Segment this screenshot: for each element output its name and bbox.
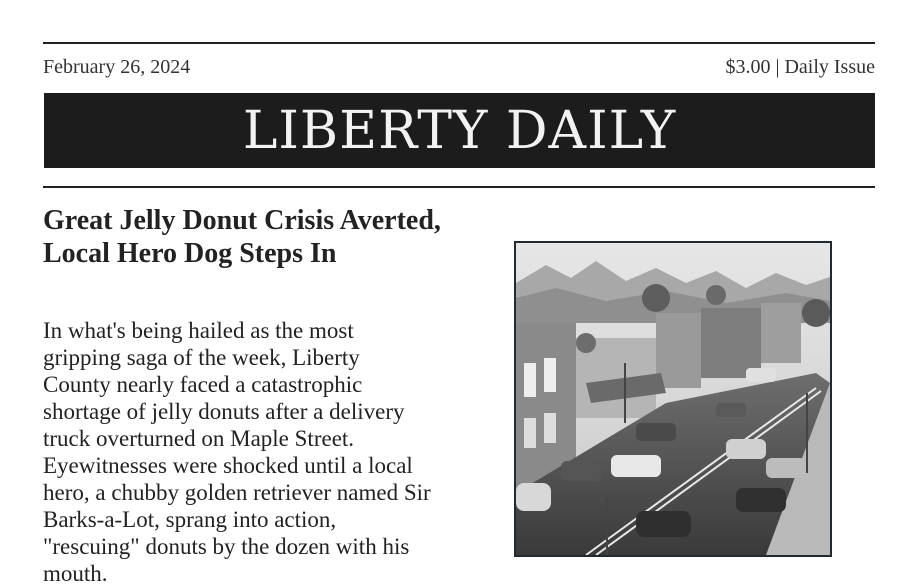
street-scene-illustration (516, 243, 830, 555)
article-headline: Great Jelly Donut Crisis Averted, Local Hero Dog Steps In (43, 205, 441, 269)
issue-date: February 26, 2024 (43, 55, 191, 78)
masthead-rule (43, 186, 875, 188)
article-body: In what's being hailed as the most gripping saga of the week, Liberty County nearly faced a catastrophic shortage of jelly donuts after a delivery truck overturned on Maple Street. Eyewitnesses were shocked until a local hero, a chubby golden retriever named Sir Barks-a-Lot, sprang into action, "rescuing" donuts by the dozen with his mouth. (43, 318, 431, 586)
masthead (44, 93, 875, 168)
top-rule (43, 42, 875, 44)
newspaper-title: LIBERTY DAILY (242, 100, 677, 161)
price-and-issue: $3.00 | Daily Issue (725, 55, 875, 78)
street-scene-photo (514, 241, 832, 557)
dateline-bar (43, 53, 875, 81)
